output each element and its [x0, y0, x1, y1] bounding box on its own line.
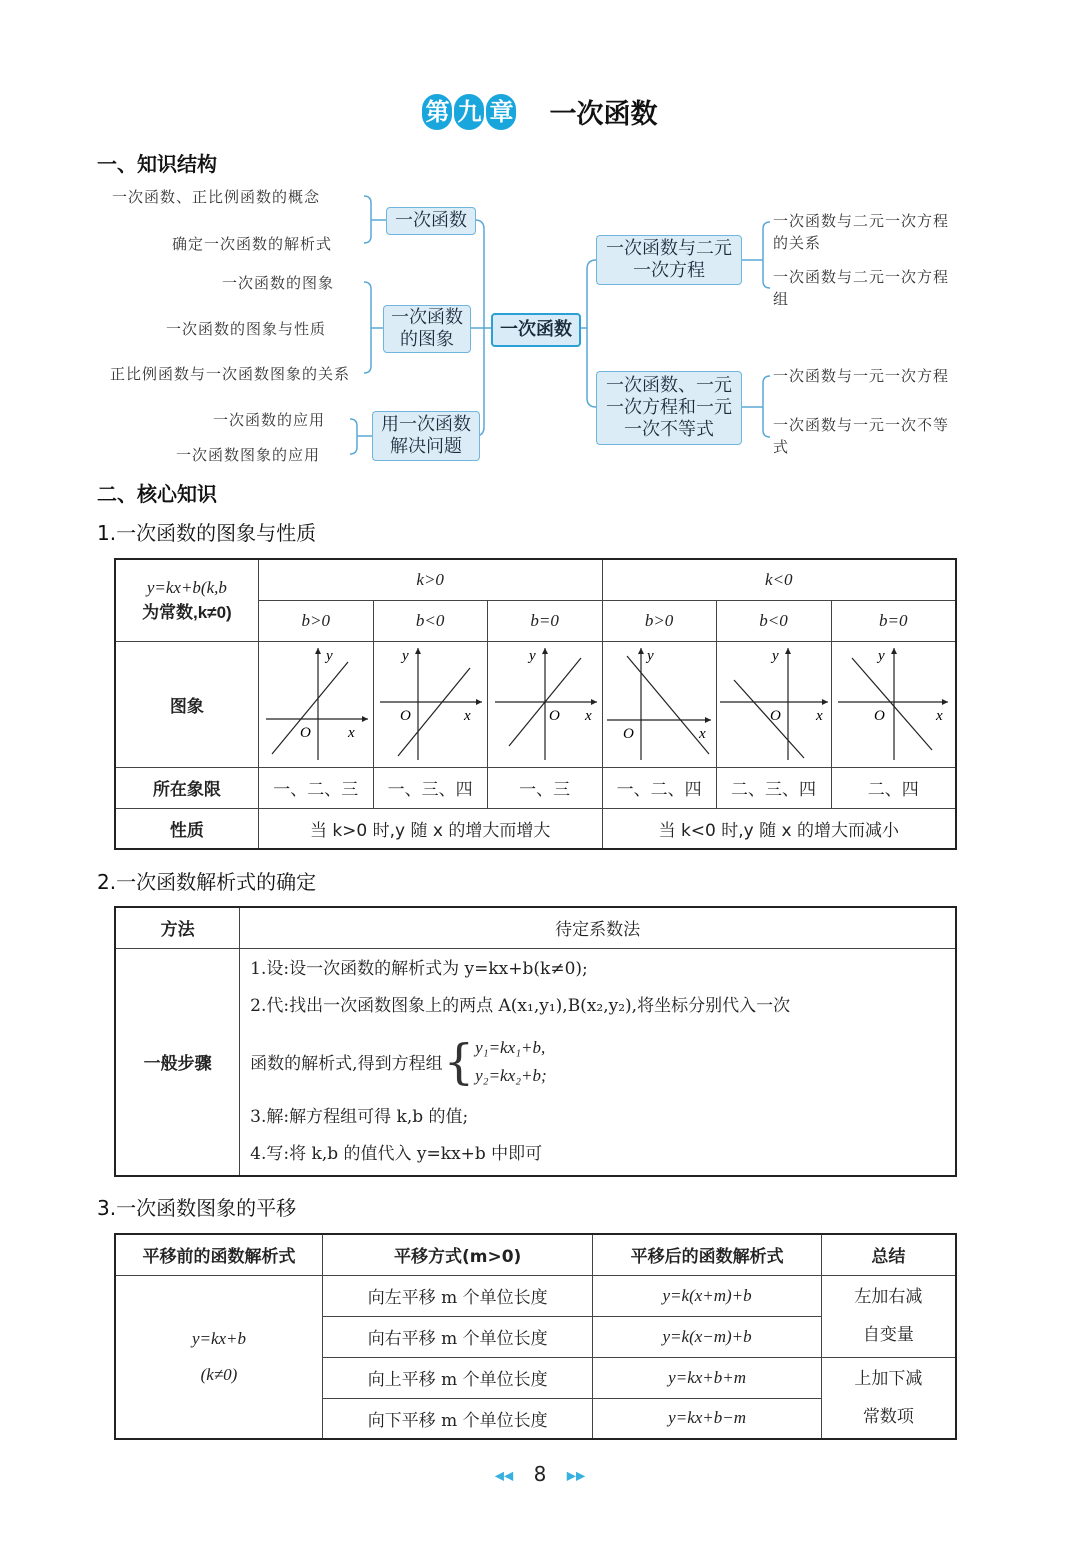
header-way: 平移方式(m>0) [323, 1234, 593, 1275]
step-write: 4.写:将 k,b 的值代入 y=kx+b 中即可 [250, 1143, 543, 1164]
axis-y-label: y [878, 647, 885, 664]
translation-way: 向左平移 m 个单位长度 [323, 1275, 593, 1316]
header-b: b>0 [258, 600, 373, 641]
translation-result: y=k(x+m)+b [593, 1275, 822, 1316]
method-value: 待定系数法 [240, 907, 956, 948]
equation-system [475, 1038, 547, 1086]
graph-cell [831, 641, 956, 767]
chapter-char: 九 [454, 94, 484, 130]
axis-x-label: x [936, 707, 943, 724]
equation-1: y₁=kx₁+b, [475, 1037, 546, 1057]
method-label: 方法 [115, 907, 240, 948]
header-b: b=0 [487, 600, 602, 641]
origin-label: O [874, 707, 886, 724]
origin-label: O [400, 707, 412, 724]
header-b: b=0 [831, 600, 956, 641]
prev-arrow-icon: ◀◀ [494, 1468, 514, 1483]
quadrant-value: 一、二、三 [258, 767, 373, 808]
axis-x-label: x [347, 724, 355, 741]
translation-result: y=kx+b+m [593, 1357, 822, 1398]
node-center: 一次函数 [491, 313, 581, 347]
header-b: b<0 [716, 600, 831, 641]
original-expression [115, 1275, 323, 1439]
steps-label: 一般步骤 [115, 948, 240, 1176]
page-footer [0, 1462, 1080, 1486]
leaf-graph-application: 一次函数图象的应用 [176, 446, 321, 464]
steps-content [240, 948, 956, 1176]
step-set: 1.设:设一次函数的解析式为 y=kx+b(k≠0); [250, 958, 588, 979]
property-increasing: 当 k>0 时,y 随 x 的增大而增大 [258, 808, 602, 849]
subheading-translation: 3.一次函数图象的平移 [97, 1196, 297, 1220]
equation-2: y₂=kx₂+b; [475, 1065, 547, 1085]
origin-label: O [548, 707, 560, 724]
leaf-binary-relation: 一次函数与二元一次方程的关系 [773, 212, 950, 252]
origin-label: O [623, 725, 634, 742]
leaf-graph-property: 一次函数的图象与性质 [166, 320, 327, 338]
page-number: 8 [533, 1462, 547, 1486]
table-corner [115, 559, 258, 641]
header-k-negative: k<0 [602, 559, 956, 600]
header-k-positive: k>0 [258, 559, 602, 600]
graph-cell [258, 641, 373, 767]
leaf-unary-inequality: 一次函数与一元一次不等式 [773, 416, 950, 456]
axis-x-label: x [584, 707, 592, 724]
leaf-binary-system: 一次函数与二元一次方程组 [773, 268, 950, 308]
quadrant-value: 二、四 [831, 767, 956, 808]
leaf-application: 一次函数的应用 [213, 411, 326, 429]
node-solve-problems: 用一次函数解决问题 [372, 411, 480, 461]
graph-kpos-bneg [374, 642, 486, 762]
step-solve: 3.解:解方程组可得 k,b 的值; [250, 1106, 469, 1127]
header-b: b>0 [602, 600, 716, 641]
leaf-proportional-relation: 正比例函数与一次函数图象的关系 [110, 365, 351, 383]
axis-x-label: x [464, 707, 471, 724]
leaf-expression: 确定一次函数的解析式 [172, 235, 333, 253]
axis-y-label: y [771, 647, 779, 664]
axis-x-label: x [699, 725, 706, 742]
graph-kneg-bzero [832, 642, 954, 762]
leaf-concept: 一次函数、正比例函数的概念 [112, 188, 321, 206]
summary-line: 左加右减 [854, 1287, 923, 1307]
section-heading-core: 二、核心知识 [97, 482, 217, 506]
header-original: 平移前的函数解析式 [115, 1234, 323, 1275]
origin-label: O [769, 707, 781, 724]
corner-line1: y=kx+b(k,b [146, 577, 227, 597]
original-condition: (k≠0) [200, 1364, 238, 1384]
graph-kneg-bneg [718, 642, 830, 762]
graph-kpos-bzero [489, 642, 601, 762]
page-title: 一次函数 [549, 99, 658, 130]
brace-icon: { [443, 1033, 475, 1090]
node-function-graph: 一次函数的图象 [383, 305, 471, 353]
leaf-graph: 一次函数的图象 [222, 274, 335, 292]
axis-y-label: y [402, 647, 409, 664]
translation-result: y=kx+b−m [593, 1398, 822, 1439]
table-translation [114, 1233, 957, 1440]
axis-y-label: y [325, 647, 333, 664]
property-decreasing: 当 k<0 时,y 随 x 的增大而减小 [602, 808, 956, 849]
step-substitute-cont: 函数的解析式,得到方程组 [250, 1054, 443, 1075]
translation-way: 向右平移 m 个单位长度 [323, 1316, 593, 1357]
leaf-unary-equation: 一次函数与一元一次方程 [773, 367, 950, 385]
header-result: 平移后的函数解析式 [593, 1234, 822, 1275]
next-arrow-icon: ▶▶ [566, 1468, 586, 1483]
subheading-expression: 2.一次函数解析式的确定 [97, 870, 317, 894]
row-label-graph: 图象 [115, 641, 258, 767]
translation-result: y=k(x−m)+b [593, 1316, 822, 1357]
header-summary: 总结 [821, 1234, 956, 1275]
node-linear-function: 一次函数 [386, 207, 476, 235]
step-substitute-system [250, 1025, 945, 1099]
graph-kpos-bpos [260, 642, 372, 762]
node-equation-inequality: 一次函数、一元一次方程和一元一次不等式 [596, 371, 742, 445]
table-graph-properties [114, 558, 957, 850]
subheading-graph-properties: 1.一次函数的图象与性质 [97, 521, 317, 545]
table-expression-method [114, 906, 957, 1177]
header-b: b<0 [373, 600, 487, 641]
row-label-quadrant: 所在象限 [115, 767, 258, 808]
quadrant-value: 一、三 [487, 767, 602, 808]
chapter-char: 章 [486, 94, 516, 130]
quadrant-value: 二、三、四 [716, 767, 831, 808]
corner-line2: 为常数,k≠0) [142, 602, 232, 622]
original-formula: y=kx+b [191, 1328, 247, 1348]
axis-y-label: y [647, 647, 654, 664]
row-label-property: 性质 [115, 808, 258, 849]
quadrant-value: 一、三、四 [373, 767, 487, 808]
axis-y-label: y [528, 647, 536, 664]
summary-line: 上加下减 [854, 1368, 923, 1389]
translation-way: 向上平移 m 个单位长度 [323, 1357, 593, 1398]
graph-cell [373, 641, 487, 767]
summary-vertical [821, 1357, 956, 1439]
node-binary-equation: 一次函数与二元一次方程 [596, 235, 742, 285]
graph-cell [716, 641, 831, 767]
section-heading-structure: 一、知识结构 [97, 152, 217, 176]
summary-line: 自变量 [862, 1325, 914, 1345]
translation-way: 向下平移 m 个单位长度 [323, 1398, 593, 1439]
origin-label: O [299, 724, 311, 741]
graph-cell [602, 641, 716, 767]
graph-cell [487, 641, 602, 767]
chapter-char: 第 [422, 94, 452, 130]
axis-x-label: x [815, 707, 823, 724]
summary-line: 常数项 [862, 1406, 914, 1427]
summary-horizontal [821, 1275, 956, 1357]
step-substitute: 2.代:找出一次函数图象上的两点 A(x₁,y₁),B(x₂,y₂),将坐标分别代入一次 [250, 995, 791, 1016]
graph-kneg-bpos [603, 642, 715, 762]
quadrant-value: 一、二、四 [602, 767, 716, 808]
